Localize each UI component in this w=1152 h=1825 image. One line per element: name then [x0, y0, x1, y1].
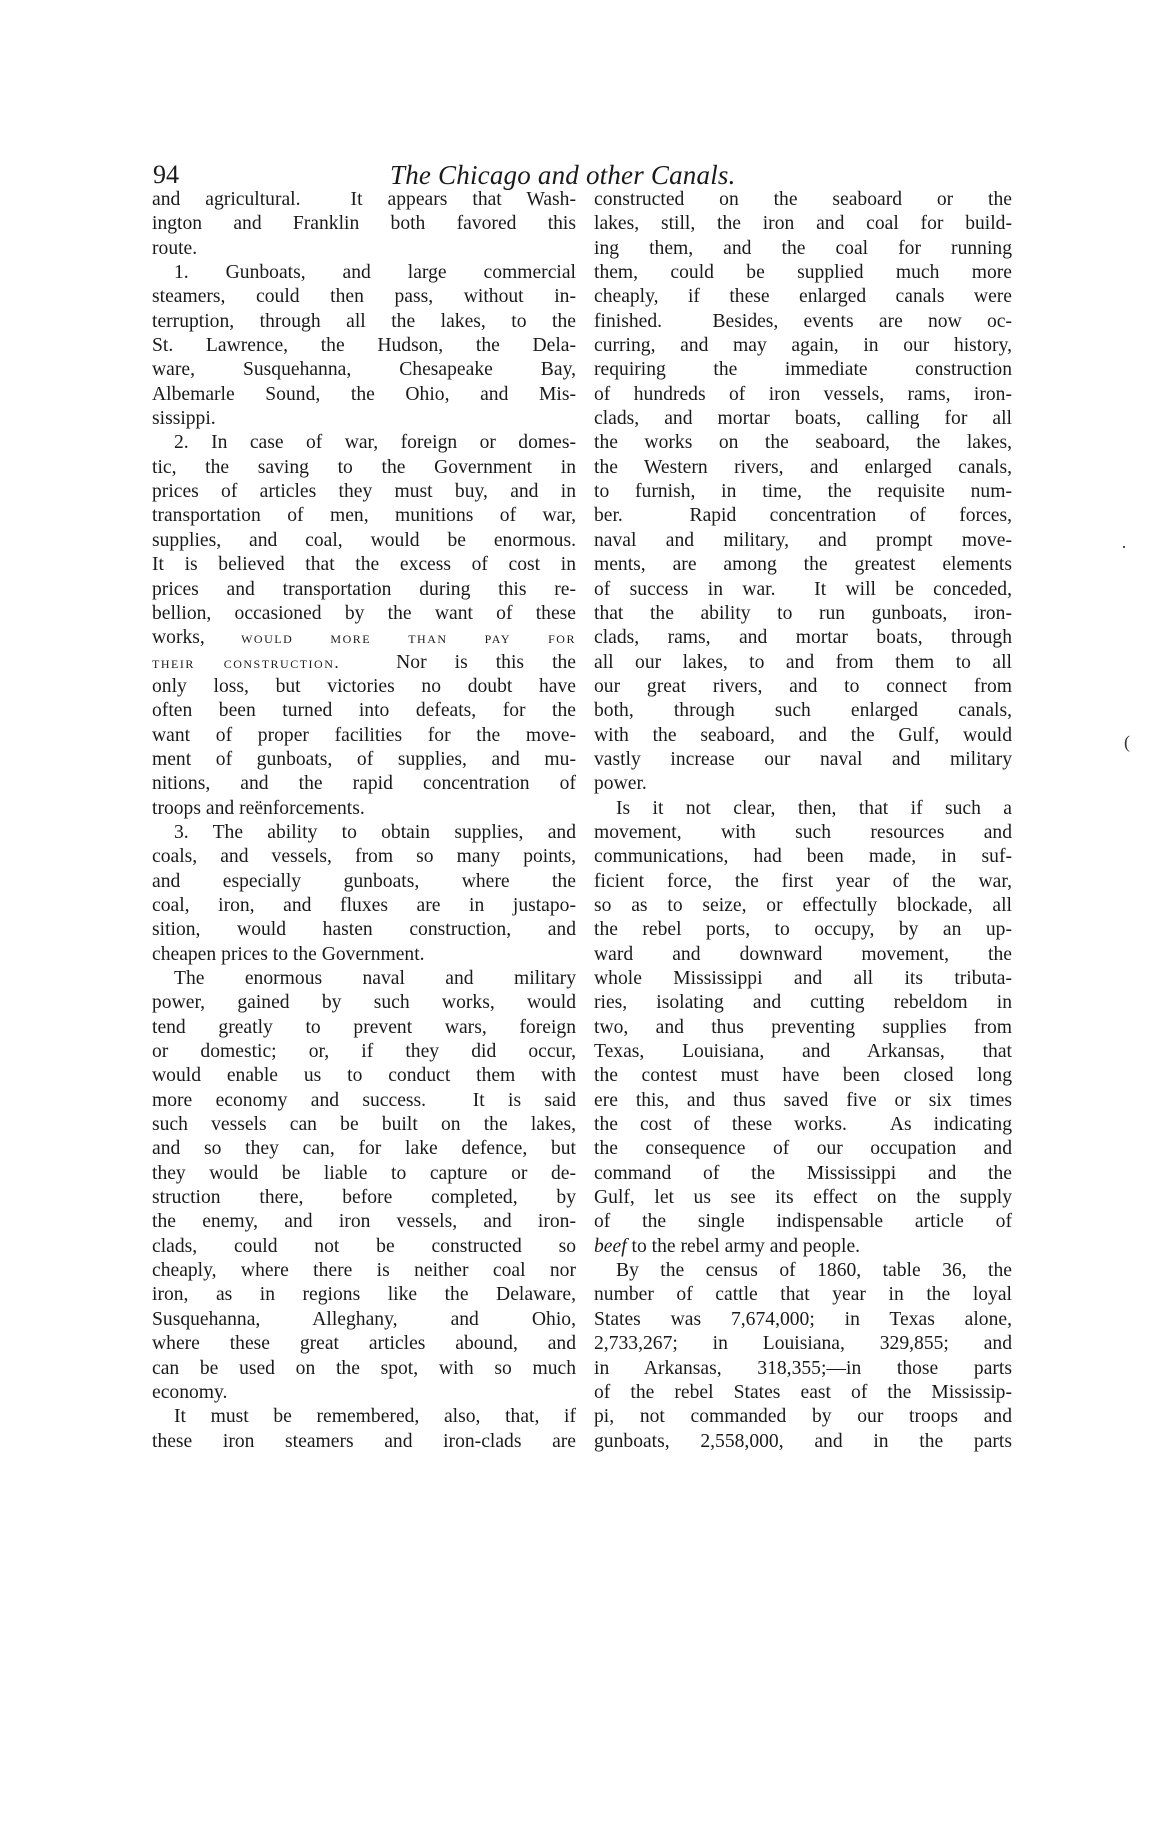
line-text: gunboats, 2,558,000, and in the parts	[594, 1430, 1012, 1452]
line-text: more economy and success. It is said	[152, 1089, 576, 1111]
text-line	[152, 1259, 576, 1283]
text-line	[594, 943, 1012, 967]
line-text: clads, rams, and mortar boats, through	[594, 627, 1012, 649]
line-text: the rebel ports, to occupy, by an up-	[594, 919, 1012, 941]
text-line	[594, 1405, 1012, 1429]
line-text: ber. Rapid concentration of forces,	[594, 505, 1012, 527]
line-text: pi, not commanded by our troops and	[594, 1406, 1012, 1428]
text-line	[152, 1186, 576, 1210]
line-text: vastly increase our naval and military	[594, 748, 1012, 770]
text-line	[152, 1016, 576, 1040]
small-caps-text: would more than pay for	[241, 628, 576, 648]
text-line	[152, 383, 576, 407]
line-text: and especially gunboats, where the	[152, 870, 576, 892]
text-line	[152, 699, 576, 723]
line-text: our great rivers, and to connect from	[594, 675, 1012, 697]
text-line	[152, 1089, 576, 1113]
line-text: with the seaboard, and the Gulf, would	[594, 724, 1012, 746]
text-line	[594, 870, 1012, 894]
text-line	[594, 1113, 1012, 1137]
line-text: can be used on the spot, with so much	[152, 1357, 576, 1379]
text-line	[594, 1162, 1012, 1186]
line-text: steamers, could then pass, without in-	[152, 286, 576, 308]
text-line	[152, 943, 576, 967]
line-text: troops and reënforcements.	[152, 797, 365, 819]
small-caps-text: their construction.	[152, 652, 341, 672]
line-text: supplies, and coal, would be enormous.	[152, 529, 576, 551]
text-line	[594, 407, 1012, 431]
line-text: coal, iron, and fluxes are in justapo-	[152, 894, 576, 916]
text-line	[152, 358, 576, 382]
text-line	[594, 675, 1012, 699]
line-text: works,	[152, 627, 242, 649]
line-text: that the ability to run gunboats, iron-	[594, 602, 1012, 624]
line-text: so as to seize, or effectully blockade, all	[594, 894, 1012, 916]
italic-word: beef	[594, 1235, 627, 1257]
text-line	[594, 1016, 1012, 1040]
line-text: clads, and mortar boats, calling for all	[594, 408, 1012, 430]
text-line	[594, 383, 1012, 407]
line-text: 2,733,267; in Louisiana, 329,855; and	[594, 1333, 1012, 1355]
text-line	[152, 1040, 576, 1064]
line-text: prices of articles they must buy, and in	[152, 481, 576, 503]
text-line	[594, 456, 1012, 480]
text-line	[152, 456, 576, 480]
text-line	[594, 748, 1012, 772]
line-text: nitions, and the rapid concentration of	[152, 773, 576, 795]
text-line	[152, 724, 576, 748]
line-text: the cost of these works. As indicating	[594, 1114, 1012, 1136]
line-text: terruption, through all the lakes, to the	[152, 310, 576, 332]
text-line	[152, 188, 576, 212]
line-text: and agricultural. It appears that Wash-	[152, 189, 576, 210]
text-line	[594, 1235, 1012, 1259]
text-line	[152, 797, 576, 821]
line-text: constructed on the seaboard or the	[594, 189, 1012, 210]
text-line	[594, 480, 1012, 504]
text-line	[152, 675, 576, 699]
text-line	[594, 1381, 1012, 1405]
text-line	[152, 991, 576, 1015]
text-line	[152, 626, 576, 650]
line-text: 1. Gunboats, and large commercial	[174, 262, 576, 284]
line-text: communications, had been made, in suf-	[594, 846, 1012, 868]
line-text: to the rebel army and people.	[626, 1235, 861, 1257]
line-text: the contest must have been closed long	[594, 1065, 1012, 1087]
text-line	[152, 894, 576, 918]
text-line	[594, 602, 1012, 626]
text-line	[152, 845, 576, 869]
line-text: States was 7,674,000; in Texas alone,	[594, 1308, 1012, 1330]
line-text: movement, with such resources and	[594, 821, 1012, 843]
line-text: often been turned into defeats, for the	[152, 700, 576, 722]
line-text: to furnish, in time, the requisite num-	[594, 481, 1012, 503]
line-text: power.	[594, 773, 647, 795]
line-text: the consequence of our occupation and	[594, 1138, 1012, 1160]
line-text: coals, and vessels, from so many points,	[152, 846, 576, 868]
line-text: cheaply, if these enlarged canals were	[594, 286, 1012, 308]
text-line	[594, 1064, 1012, 1088]
line-text: of success in war. It will be conceded,	[594, 578, 1012, 600]
text-line	[152, 748, 576, 772]
text-line	[152, 1210, 576, 1234]
line-text: prices and transportation during this re-	[152, 578, 576, 600]
text-line	[594, 1357, 1012, 1381]
text-line	[594, 285, 1012, 309]
line-text: requiring the immediate construction	[594, 359, 1012, 381]
text-line	[152, 918, 576, 942]
text-line	[152, 651, 576, 675]
line-text: ington and Franklin both favored this	[152, 213, 576, 235]
line-text: all our lakes, to and from them to all	[594, 651, 1012, 673]
text-line	[152, 1113, 576, 1137]
text-line	[152, 480, 576, 504]
line-text: in Arkansas, 318,355;—in those parts	[594, 1357, 1012, 1379]
left-column	[152, 188, 576, 1454]
line-text: ries, isolating and cutting rebeldom in	[594, 992, 1012, 1014]
text-line	[594, 991, 1012, 1015]
text-line	[152, 431, 576, 455]
text-line	[152, 261, 576, 285]
line-text: Texas, Louisiana, and Arkansas, that	[594, 1041, 1012, 1063]
line-text: Gulf, let us see its effect on the supply	[594, 1187, 1012, 1209]
line-text: naval and military, and prompt move-	[594, 529, 1012, 551]
text-line	[594, 699, 1012, 723]
text-line	[594, 261, 1012, 285]
text-line	[594, 1089, 1012, 1113]
line-text: or domestic; or, if they did occur,	[152, 1041, 576, 1063]
text-line	[152, 529, 576, 553]
text-line	[152, 1308, 576, 1332]
text-line	[152, 1162, 576, 1186]
line-text: Is it not clear, then, that if such a	[616, 797, 1012, 819]
text-line	[594, 724, 1012, 748]
text-line	[594, 310, 1012, 334]
text-line	[594, 553, 1012, 577]
text-line	[152, 821, 576, 845]
line-text: both, through such enlarged canals,	[594, 700, 1012, 722]
text-line	[152, 1064, 576, 1088]
line-text: cheapen prices to the Government.	[152, 943, 425, 965]
text-line	[594, 626, 1012, 650]
margin-paren-mark: (	[1124, 732, 1130, 752]
text-line	[594, 334, 1012, 358]
line-text: sissippi.	[152, 408, 216, 430]
text-line	[152, 1357, 576, 1381]
line-text: them, could be supplied much more	[594, 262, 1012, 284]
text-line	[594, 1186, 1012, 1210]
line-text: ments, are among the greatest elements	[594, 554, 1012, 576]
line-text: 3. The ability to obtain supplies, and	[174, 821, 576, 843]
line-text: the Western rivers, and enlarged canals,	[594, 456, 1012, 478]
line-text: iron, as in regions like the Delaware,	[152, 1284, 576, 1306]
text-line	[152, 1381, 576, 1405]
text-line	[152, 870, 576, 894]
page-number: 94	[153, 160, 179, 189]
line-text: struction there, before completed, by	[152, 1187, 576, 1209]
line-text: It must be remembered, also, that, if	[174, 1406, 576, 1428]
text-line	[152, 1283, 576, 1307]
line-text: curring, and may again, in our history,	[594, 335, 1012, 357]
line-text: such vessels can be built on the lakes,	[152, 1114, 576, 1136]
text-line	[594, 188, 1012, 212]
line-text: clads, could not be constructed so	[152, 1235, 576, 1257]
text-line	[594, 918, 1012, 942]
running-title: The Chicago and other Canals.	[390, 160, 736, 190]
text-line	[594, 1210, 1012, 1234]
line-text: where these great articles abound, and	[152, 1333, 576, 1355]
text-line	[152, 553, 576, 577]
line-text: ere this, and thus saved five or six times	[594, 1089, 1012, 1111]
line-text: of the single indispensable article of	[594, 1211, 1012, 1233]
right-column	[594, 188, 1012, 1454]
line-text: Susquehanna, Alleghany, and Ohio,	[152, 1308, 576, 1330]
line-text: route.	[152, 237, 198, 259]
line-text: Albemarle Sound, the Ohio, and Mis-	[152, 383, 576, 405]
line-text: economy.	[152, 1381, 228, 1403]
text-line	[152, 967, 576, 991]
line-text: power, gained by such works, would	[152, 992, 576, 1014]
line-text: tic, the saving to the Government in	[152, 456, 576, 478]
line-text: ing them, and the coal for running	[594, 237, 1012, 259]
line-text: By the census of 1860, table 36, the	[616, 1260, 1012, 1282]
text-line	[152, 772, 576, 796]
line-text: cheaply, where there is neither coal nor	[152, 1260, 576, 1282]
text-line	[594, 358, 1012, 382]
text-line	[152, 504, 576, 528]
text-line	[152, 285, 576, 309]
line-text: they would be liable to capture or de-	[152, 1162, 576, 1184]
text-line	[594, 967, 1012, 991]
text-line	[594, 212, 1012, 236]
text-line	[594, 529, 1012, 553]
line-text: The enormous naval and military	[174, 968, 576, 989]
line-text: of the rebel States east of the Mississip-	[594, 1381, 1012, 1403]
text-line	[152, 334, 576, 358]
text-line	[152, 1405, 576, 1429]
line-text: 2. In case of war, foreign or domes-	[174, 432, 576, 454]
line-text: these iron steamers and iron-clads are	[152, 1430, 576, 1452]
text-line	[152, 212, 576, 236]
line-text: ficient force, the first year of the war,	[594, 870, 1012, 892]
line-text: ment of gunboats, of supplies, and mu-	[152, 748, 576, 770]
line-text: of hundreds of iron vessels, rams, iron-	[594, 383, 1012, 405]
text-line	[594, 894, 1012, 918]
text-line	[594, 431, 1012, 455]
line-text: and so they can, for lake defence, but	[152, 1138, 576, 1160]
text-line	[152, 407, 576, 431]
text-line	[594, 845, 1012, 869]
line-text: two, and thus preventing supplies from	[594, 1016, 1012, 1038]
text-line	[152, 1235, 576, 1259]
text-line	[594, 651, 1012, 675]
text-line	[594, 797, 1012, 821]
line-text: lakes, still, the iron and coal for build-	[594, 213, 1012, 235]
text-line	[152, 237, 576, 261]
line-text: finished. Besides, events are now oc-	[594, 310, 1012, 332]
text-line	[594, 772, 1012, 796]
line-text: whole Mississippi and all its tributa-	[594, 968, 1012, 989]
line-text: ware, Susquehanna, Chesapeake Bay,	[152, 359, 576, 381]
text-line	[152, 1430, 576, 1454]
text-line	[152, 1137, 576, 1161]
line-text: ward and downward movement, the	[594, 943, 1012, 965]
line-text: the works on the seaboard, the lakes,	[594, 432, 1012, 454]
line-text: only loss, but victories no doubt have	[152, 675, 576, 697]
margin-dot-mark: ·	[1121, 537, 1127, 557]
text-line	[152, 310, 576, 334]
text-line	[594, 504, 1012, 528]
text-line	[594, 1137, 1012, 1161]
line-text: command of the Mississippi and the	[594, 1162, 1012, 1184]
line-text: Nor is this the	[340, 651, 577, 673]
line-text: transportation of men, munitions of war,	[152, 505, 576, 527]
text-line	[594, 1040, 1012, 1064]
line-text: the enemy, and iron vessels, and iron-	[152, 1211, 576, 1233]
text-line	[152, 578, 576, 602]
line-text: want of proper facilities for the move-	[152, 724, 576, 746]
text-line	[594, 1283, 1012, 1307]
line-text: sition, would hasten construction, and	[152, 919, 576, 941]
text-line	[152, 1332, 576, 1356]
line-text: St. Lawrence, the Hudson, the Dela-	[152, 335, 576, 357]
text-line	[152, 602, 576, 626]
text-line	[594, 1259, 1012, 1283]
text-line	[594, 578, 1012, 602]
line-text: number of cattle that year in the loyal	[594, 1284, 1012, 1306]
line-text: tend greatly to prevent wars, foreign	[152, 1016, 576, 1038]
text-line	[594, 1308, 1012, 1332]
text-line	[594, 821, 1012, 845]
text-line	[594, 1332, 1012, 1356]
line-text: bellion, occasioned by the want of these	[152, 602, 576, 624]
text-line	[594, 237, 1012, 261]
line-text: would enable us to conduct them with	[152, 1065, 576, 1087]
line-text: It is believed that the excess of cost in	[152, 554, 576, 576]
text-line	[594, 1430, 1012, 1454]
